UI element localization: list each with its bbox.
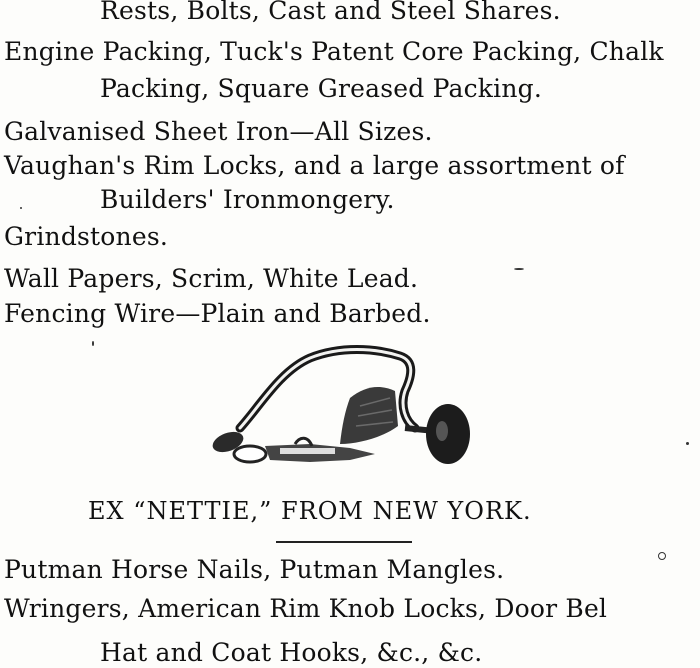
text-line-fencing-wire: Fencing Wire—Plain and Barbed. <box>4 299 431 328</box>
brace-wheel <box>426 404 470 464</box>
print-speck <box>658 552 666 560</box>
brace-drill-icon <box>200 336 500 486</box>
text-line-hat-hooks: Hat and Coat Hooks, &c., &c. <box>100 638 483 667</box>
print-speck <box>20 207 22 209</box>
print-speck <box>92 341 94 346</box>
brace-jaw <box>340 387 398 444</box>
text-line-wringers: Wringers, American Rim Knob Locks, Door Bel <box>4 594 608 623</box>
print-speck <box>514 268 524 270</box>
text-line-galvanised: Galvanised Sheet Iron—All Sizes. <box>4 117 433 146</box>
text-line-wall-papers: Wall Papers, Scrim, White Lead. <box>4 264 419 293</box>
text-line-packing-continued: Packing, Square Greased Packing. <box>100 74 542 103</box>
text-line-builders: Builders' Ironmongery. <box>100 185 395 214</box>
text-line-engine-packing: Engine Packing, Tuck's Patent Core Packing, Chalk <box>4 37 664 66</box>
print-speck <box>686 442 689 445</box>
heading-rule <box>276 541 412 543</box>
shipment-heading: EX “NETTIE,” FROM NEW YORK. <box>88 497 532 525</box>
text-line-rests: Rests, Bolts, Cast and Steel Shares. <box>100 0 561 25</box>
text-line-grindstones: Grindstones. <box>4 222 169 251</box>
text-line-vaughans: Vaughan's Rim Locks, and a large assortment of <box>4 151 625 180</box>
text-line-putman: Putman Horse Nails, Putman Mangles. <box>4 555 505 584</box>
